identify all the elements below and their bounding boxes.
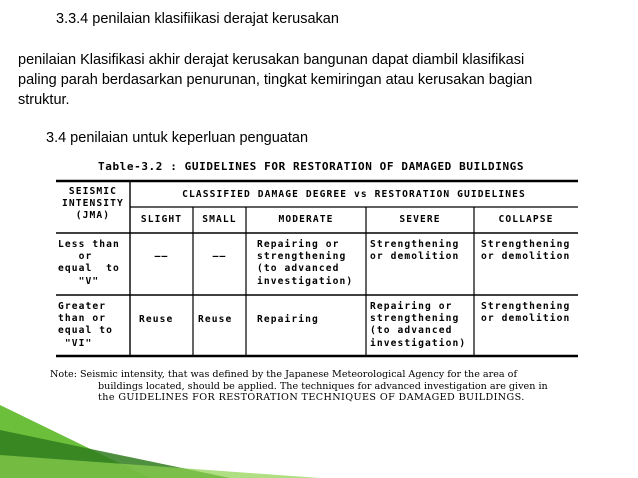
paragraph-line: struktur. (18, 92, 70, 108)
col-header-moderate: MODERATE (278, 214, 334, 225)
section-heading-3-4: 3.4 penilaian untuk keperluan penguatan (46, 130, 309, 146)
table-title: Table-3.2 : GUIDELINES FOR RESTORATION OF DAMAGED BUILDINGS (98, 160, 525, 173)
paragraph-line: paling parah berdasarkan penurunan, tingkat kemiringan atau kerusakan bagian (18, 72, 533, 88)
col-header-severe: SEVERE (399, 214, 441, 225)
col-header-small: SMALL (202, 214, 237, 225)
row2-slight: Reuse (139, 314, 174, 325)
note-line: Note: Seismic intensity, that was defined by the Japanese Meteorological Agency for the area of (50, 369, 518, 380)
light-green-corner-shape (0, 455, 320, 478)
corner-decoration (0, 405, 320, 478)
row2-small: Reuse (198, 314, 233, 325)
row2-moderate: Repairing (257, 314, 319, 325)
paragraph-line: penilaian Klasifikasi akhir derajat kerusakan bangunan dapat diambil klasifikasi (18, 52, 525, 68)
row1-small: —— (212, 251, 227, 262)
row1-collapse: Strengthening or demolition (481, 239, 571, 263)
note-line: the GUIDELINES FOR RESTORATION TECHNIQUES OF DAMAGED BUILDINGS. (98, 392, 525, 403)
row1-intensity: Less than or equal to "V" (58, 239, 120, 287)
col-header-collapse: COLLAPSE (498, 214, 554, 225)
row2-collapse: Strengthening or demolition (481, 301, 571, 325)
row1-moderate: Repairing or strengthening (to advanced investigation) (257, 239, 354, 287)
table-note (50, 369, 548, 404)
note-line: buildings located, should be applied. The techniques for advanced investigation are given in (98, 380, 548, 392)
row1-severe: Strengthening or demolition (370, 239, 460, 263)
row2-intensity: Greater than or equal to "VI" (58, 301, 114, 349)
header-group: CLASSIFIED DAMAGE DEGREE vs RESTORATION GUIDELINES (182, 189, 526, 200)
section-heading-3-3-4: 3.3.4 penilaian klasifiikasi derajat kerusakan (56, 11, 339, 27)
row2-severe: Repairing or strengthening (to advanced investigation) (370, 301, 467, 349)
header-seismic-intensity: SEISMIC INTENSITY (JMA) (62, 186, 124, 222)
row1-slight: —— (154, 251, 169, 262)
col-header-slight: SLIGHT (140, 214, 183, 225)
